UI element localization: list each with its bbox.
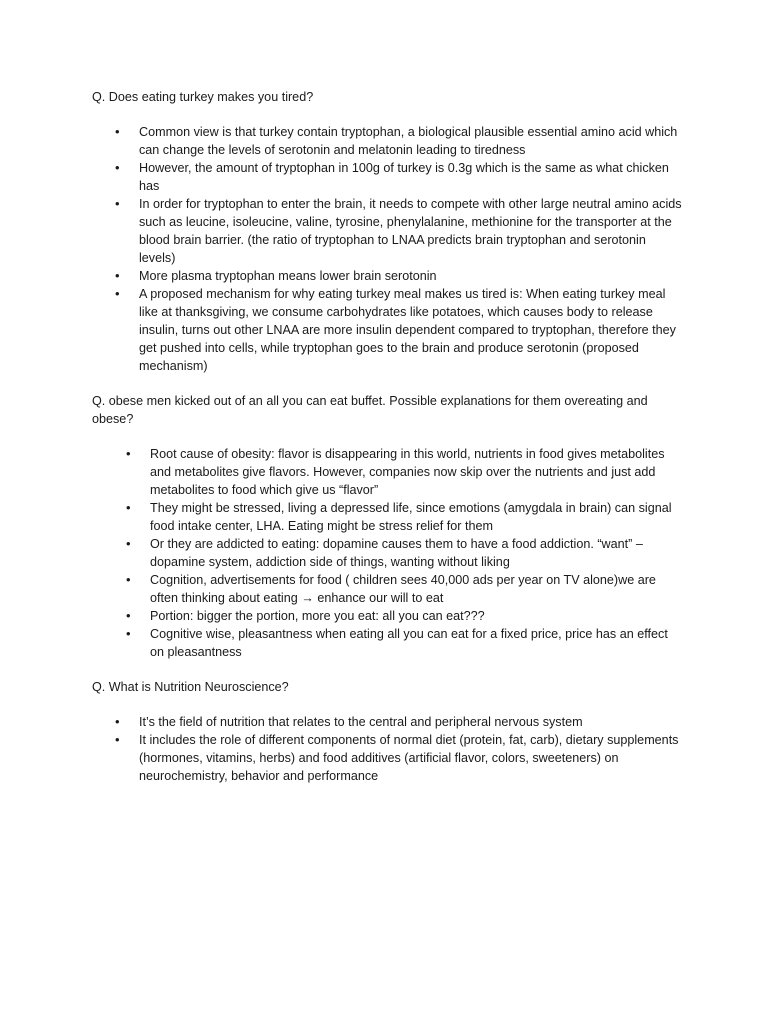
list-item [92, 285, 684, 375]
question-heading: Q. Does eating turkey makes you tired? [92, 90, 314, 104]
list-item-text: In order for tryptophan to enter the brain, it needs to compete with other large neutral amino acids such as leucine, isoleucine, valine, tyrosine, phenylalanine, methionine for the transporter at the blood brain barrier. (the ratio of tryptophan to LNAA predicts brain tryptophan and serotonin levels) [139, 197, 682, 265]
bullet-icon: • [115, 160, 120, 175]
list-item [92, 499, 684, 535]
list-item-text: More plasma tryptophan means lower brain serotonin [139, 269, 437, 283]
bullet-icon: • [115, 714, 120, 729]
list-item [92, 445, 684, 499]
bullet-list [92, 123, 684, 375]
question-heading: Q. obese men kicked out of an all you can eat buffet. Possible explanations for them overeating and obese? [92, 394, 648, 426]
document-body [92, 88, 684, 785]
list-item-text: A proposed mechanism for why eating turkey meal makes us tired is: When eating turkey meal like at thanksgiving, we consume carbohydrates like potatoes, which causes body to release insulin, turns out other LNAA are more insulin dependent compared to tryptophan, therefore they get pushed into cells, while tryptophan goes to the brain and produce serotonin (proposed mechanism) [139, 287, 676, 373]
question-heading: Q. What is Nutrition Neuroscience? [92, 680, 289, 694]
section-obesity [92, 392, 684, 661]
list-item [92, 607, 684, 625]
list-item [92, 123, 684, 159]
bullet-list [92, 445, 684, 661]
list-item [92, 535, 684, 571]
list-item-text: It’s the field of nutrition that relates to the central and peripheral nervous system [139, 715, 583, 729]
list-item-text: Cognition, advertisements for food ( children sees 40,000 ads per year on TV alone)we are often thinking about eating → enhance our will to eat [150, 573, 656, 605]
list-item-text: It includes the role of different components of normal diet (protein, fat, carb), dietary supplements (hormones, vitamins, herbs) and food additives (artificial flavor, colors, sweeteners) on neurochemistry, behavior and performance [139, 733, 679, 783]
bullet-icon: • [115, 124, 120, 139]
list-item-text: Root cause of obesity: flavor is disappearing in this world, nutrients in food gives metabolites and metabolites give flavors. However, companies now skip over the nutrients and just add metabolites to food which give us “flavor” [150, 447, 665, 497]
list-item-text: Cognitive wise, pleasantness when eating all you can eat for a fixed price, price has an effect on pleasantness [150, 627, 668, 659]
list-item [92, 571, 684, 607]
bullet-icon: • [115, 196, 120, 211]
bullet-icon: • [126, 626, 131, 641]
list-item [92, 731, 684, 785]
bullet-icon: • [126, 608, 131, 623]
bullet-icon: • [126, 500, 131, 515]
list-item-text: Common view is that turkey contain tryptophan, a biological plausible essential amino acid which can change the levels of serotonin and melatonin leading to tiredness [139, 125, 678, 157]
list-item-text: Portion: bigger the portion, more you eat: all you can eat??? [150, 609, 485, 623]
list-item-text: Or they are addicted to eating: dopamine causes them to have a food addiction. “want” – dopamine system, addiction side of things, wanting without liking [150, 537, 643, 569]
bullet-icon: • [126, 572, 131, 587]
bullet-icon: • [126, 446, 131, 461]
list-item-text: They might be stressed, living a depressed life, since emotions (amygdala in brain) can signal food intake center, LHA. Eating might be stress relief for them [150, 501, 672, 533]
section-turkey [92, 88, 684, 375]
list-item [92, 267, 684, 285]
list-item [92, 159, 684, 195]
bullet-list [92, 713, 684, 785]
list-item-text: However, the amount of tryptophan in 100g of turkey is 0.3g which is the same as what chicken has [139, 161, 669, 193]
section-nutrition-neuroscience [92, 678, 684, 785]
list-item [92, 195, 684, 267]
bullet-icon: • [126, 536, 131, 551]
bullet-icon: • [115, 286, 120, 301]
bullet-icon: • [115, 732, 120, 747]
list-item [92, 713, 684, 731]
bullet-icon: • [115, 268, 120, 283]
list-item [92, 625, 684, 661]
